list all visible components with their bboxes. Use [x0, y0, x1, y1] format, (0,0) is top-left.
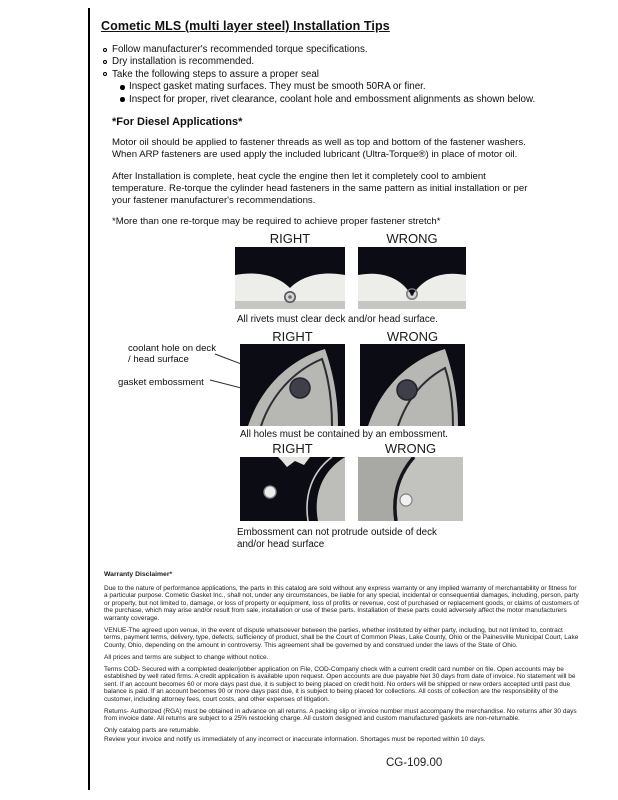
- diesel-applications-section: [112, 116, 542, 228]
- warranty-paragraph: All prices and terms are subject to change without notice.: [104, 653, 269, 661]
- tip-sub-item: [120, 94, 581, 106]
- warranty-paragraph: Review your invoice and notify us immediately of any incorrect or inaccurate information. Shortages must be reported within 10 days.: [104, 735, 486, 743]
- right-label: RIGHT: [269, 231, 311, 246]
- gasket-embossment-callout: gasket embossment: [118, 377, 204, 388]
- hole-wrong-diagram: [360, 344, 465, 426]
- embossment-caption: Embossment can not protrude outside of deck and/or head surface: [237, 527, 437, 550]
- right-label: RIGHT: [272, 329, 313, 344]
- circle-bullet-icon: [103, 72, 107, 76]
- tip-text: Inspect for proper, rivet clearance, coolant hole and embossment alignments as shown below.: [129, 93, 536, 105]
- wrong-label: WRONG: [386, 329, 439, 344]
- warranty-heading: Warranty Disclaimer*: [104, 571, 173, 578]
- rivet-wrong-diagram: [358, 247, 466, 309]
- warranty-paragraph: Terms COD- Secured with a completed dealer/jobber application on File, COD-Company check with a current credit card number on file. Open accounts may be established by well rated firms. A credit application is available upon request. Open accounts are due payable Net 30 days from date of invoice. No statement will be sent. If an account becomes 60 or more days past due, it is subject to being placed on credit hold. No orders will be shipped or new orders accepted until past due balance is paid. If an account becomes 90 or more days past due, it is subject to being placed for collections. All costs of collection are the responsibility of the customer, including attorney fees, court costs, and other expenses of litigation.: [104, 665, 576, 703]
- rivet-caption: All rivets must clear deck and/or head surface.: [237, 314, 438, 325]
- embossment-wrong-illustration: [358, 457, 463, 521]
- warranty-paragraph: Due to the nature of performance applications, the parts in this catalog are sold without any express warranty or any implied warranty of merchantability or fitness for a particular purpose. Cometic Gasket Inc., shall not, under any circumstances, be liable for any special, incidental or consequential damages, including, person, party or property, but not limited to, damage, or loss of property or equipment, loss of profits or revenue, cost of purchased or replacement goods, or claims of customers of the purchase, which may arise and/or result from sale, installation or use of these parts. Installation of these parts could adversely affect the motor manufacturers warranty coverage.: [104, 584, 579, 622]
- diesel-heading: *For Diesel Applications*: [112, 116, 243, 128]
- coolant-hole-callout: coolant hole on deck / head surface: [128, 343, 217, 365]
- tip-text: Take the following steps to assure a proper seal: [112, 68, 319, 80]
- holes-caption: All holes must be contained by an embossment.: [240, 429, 449, 440]
- tip-item: [103, 44, 581, 56]
- warranty-disclaimer-section: [104, 571, 580, 748]
- rivet-right-diagram: [235, 247, 345, 309]
- installation-tips-list: [103, 44, 581, 106]
- embossment-right-diagram: [240, 457, 345, 521]
- hole-icon: [400, 494, 412, 506]
- tip-text: Follow manufacturer's recommended torque specifications.: [112, 44, 368, 55]
- circle-bullet-icon: [103, 60, 107, 64]
- warranty-paragraph: Returns- Authorized (RGA) must be obtained in advance on all returns. A packing slip or invoice number must accompany the merchandise. No returns after 30 days from invoice date. All returns are subject to a 25% restocking charge. All custom designed and custom manufactured gaskets are non-returnable.: [104, 707, 577, 722]
- rivet-right-illustration: [235, 247, 345, 309]
- page-number: CG-109.00: [386, 757, 443, 769]
- tip-item: [103, 56, 581, 68]
- diesel-paragraph-1: Motor oil should be applied to fastener threads as well as top and bottom of the fastener washers. When ARP fasteners are used apply the included lubricant (Ultra-Torque®) in place of motor oil.: [112, 137, 526, 161]
- circle-bullet-icon: [103, 48, 107, 52]
- warranty-paragraph: Only catalog parts are returnable.: [104, 727, 201, 734]
- wrong-label: WRONG: [384, 441, 437, 456]
- left-margin-rule: [88, 8, 90, 790]
- retorque-note: *More than one re-torque may be required to achieve proper fastener stretch*: [112, 216, 441, 228]
- embossment-right-illustration: [240, 457, 345, 521]
- embossment-wrong-diagram: [358, 457, 463, 521]
- wrong-label: WRONG: [386, 231, 438, 246]
- bullet-icon: [120, 97, 125, 102]
- right-label: RIGHT: [272, 441, 313, 456]
- tip-item: [103, 69, 581, 81]
- tip-text: Inspect gasket mating surfaces. They must be smooth 50RA or finer.: [129, 81, 426, 93]
- warranty-paragraph: VENUE-The agreed upon venue, in the event of dispute whatsoever between the parties, whether instituted by either party, including, but not limited to, contract terms, payment terms, delivery, type, defects, sufficiency of product, shall be the Court of Common Pleas, Lake County, Ohio or the Painesville Municipal Court, Lake County, Ohio, depending on the amount in controversy. This agreement shall be governed by and construed under the laws of the State of Ohio.: [104, 626, 579, 649]
- tip-sub-item: [120, 81, 581, 93]
- hole-wrong-illustration: [360, 344, 465, 426]
- bullet-icon: [120, 85, 125, 90]
- page-title: Cometic MLS (multi layer steel) Installation Tips: [101, 19, 390, 33]
- tip-text: Dry installation is recommended.: [112, 56, 255, 68]
- rivet-wrong-illustration: [358, 247, 466, 309]
- diesel-paragraph-2: After Installation is complete, heat cycle the engine then let it completely cool to ambient temperature. Re-torque the cylinder head fasteners in the same pattern as initial installation or per your fastener manufacturer's recommendations.: [112, 170, 528, 207]
- hole-right-diagram: [240, 344, 345, 426]
- hole-right-illustration: [240, 344, 345, 426]
